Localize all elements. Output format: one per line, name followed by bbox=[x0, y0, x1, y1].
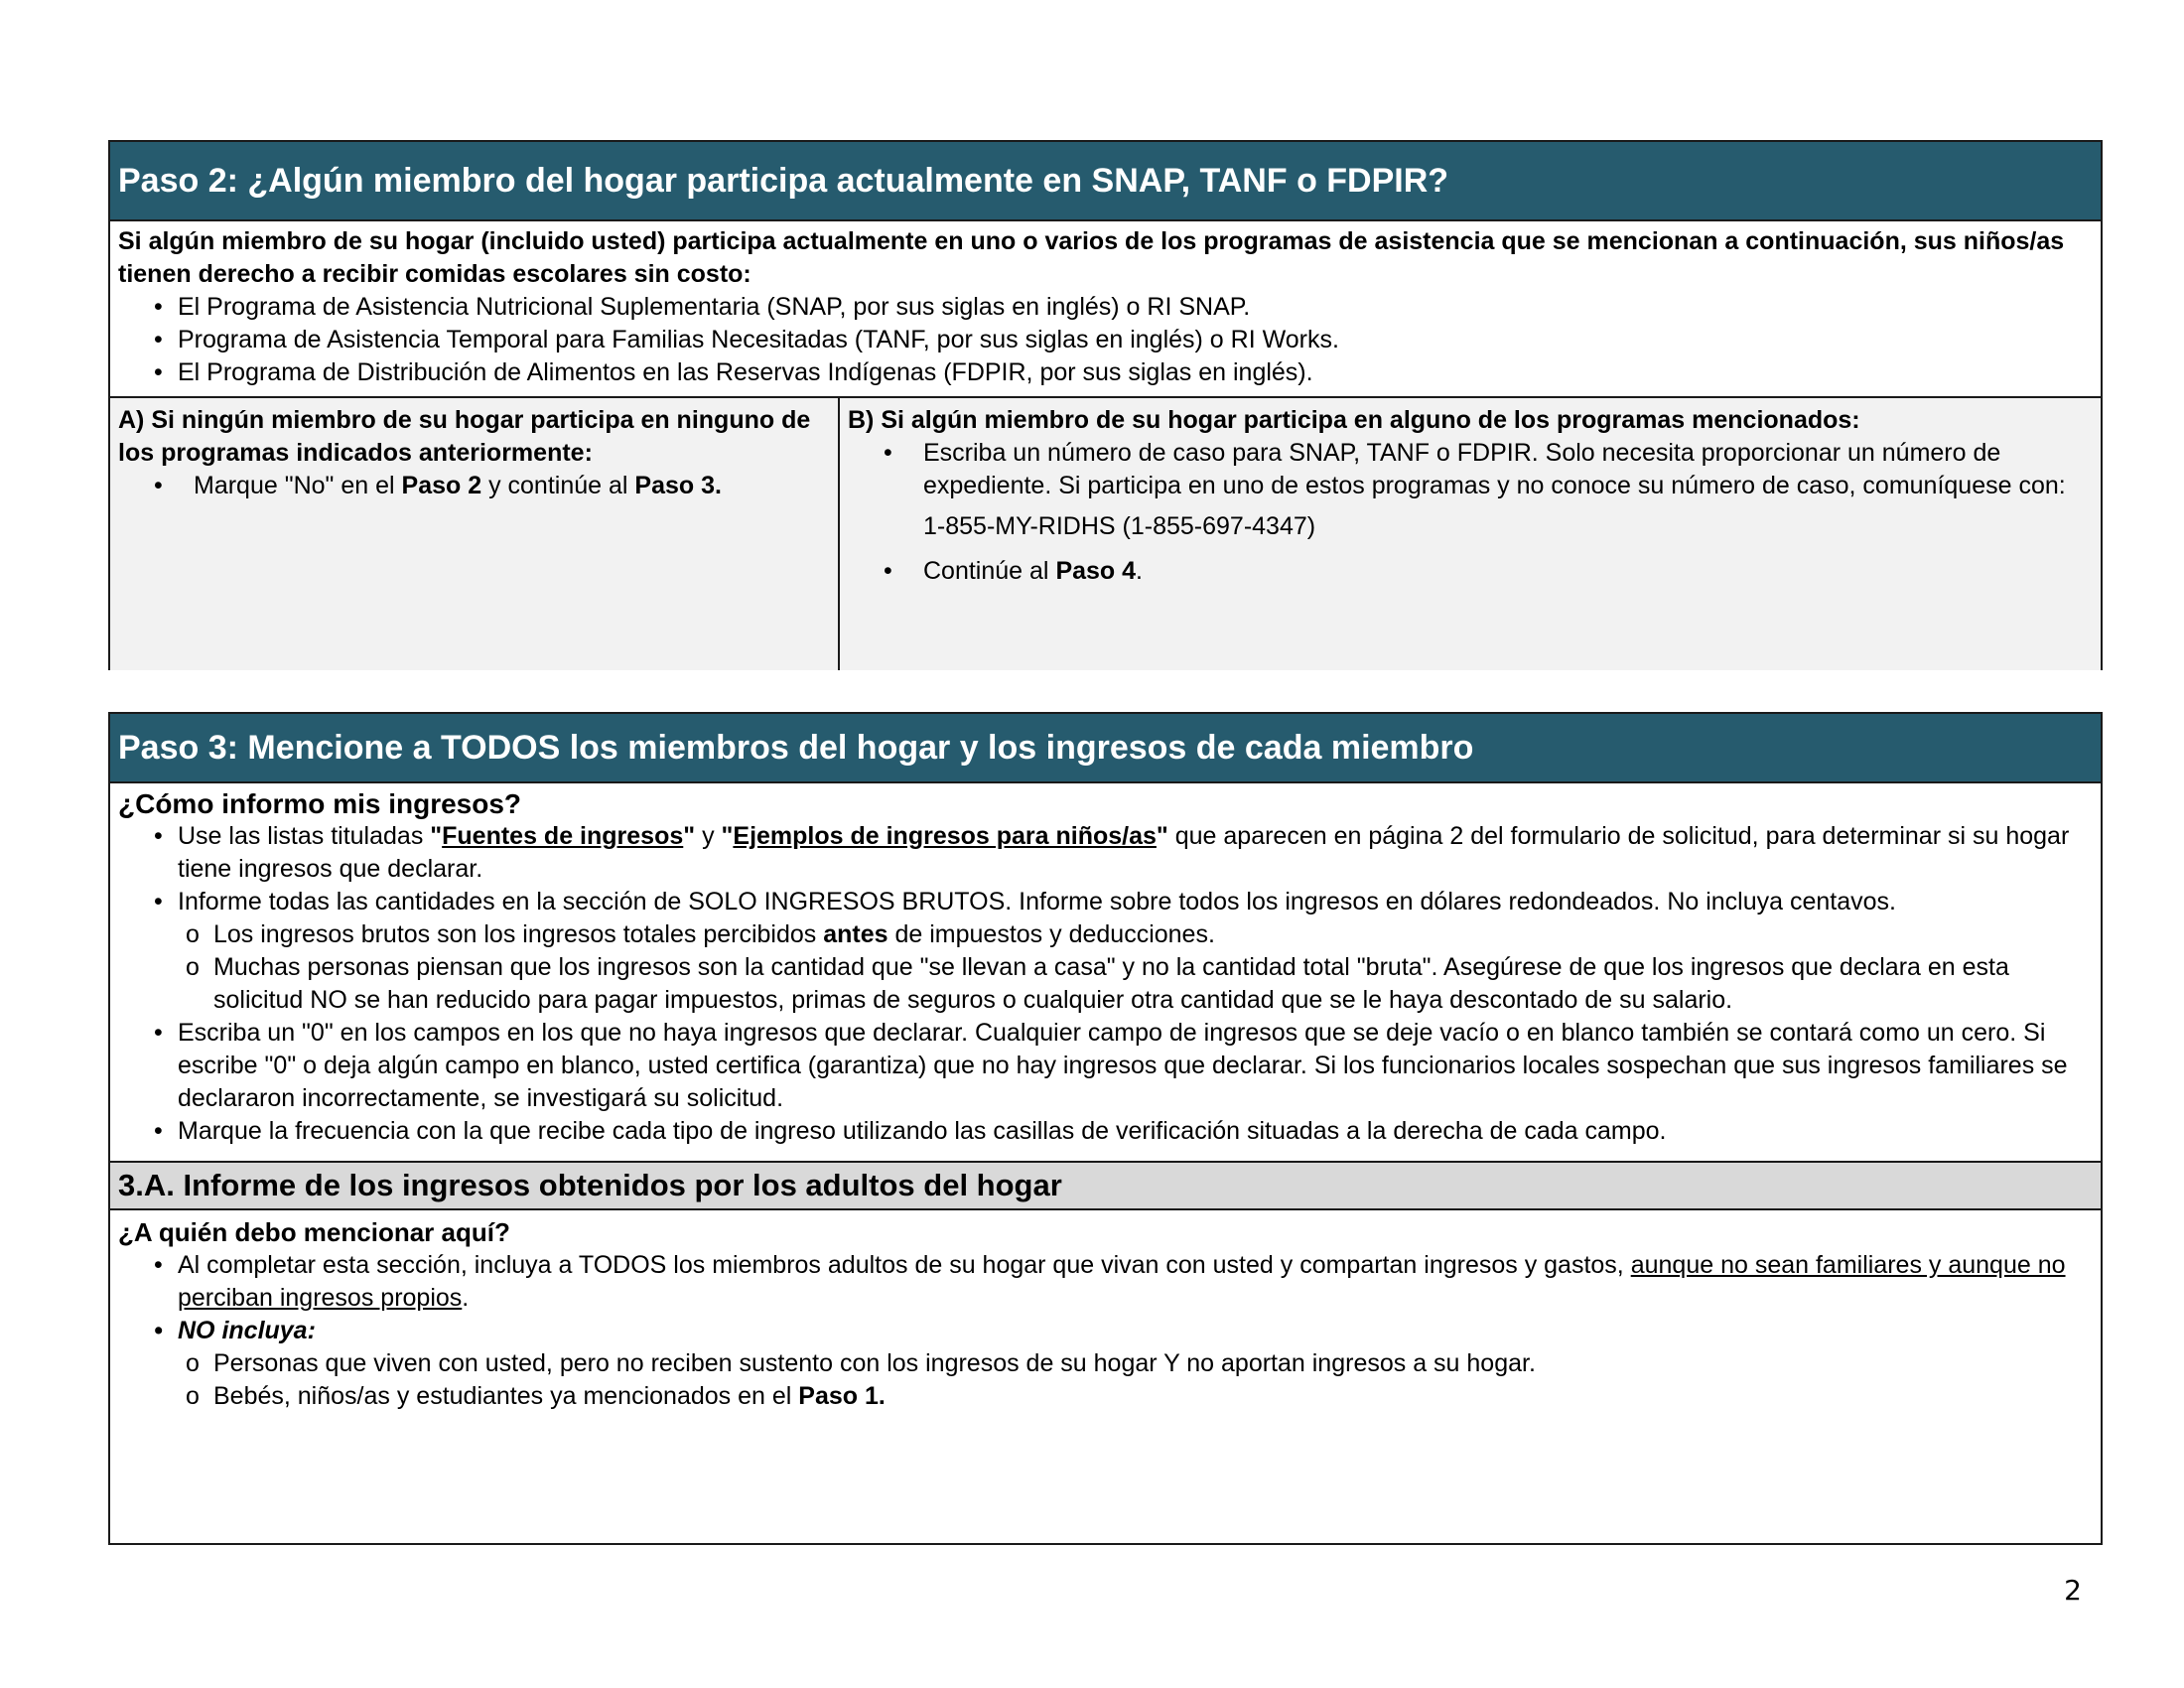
who-include bbox=[118, 1249, 2093, 1315]
exclude-non-supported: o Personas que viven con usted, pero no reciben sustento con los ingresos de su hogar Y no aportan ingresos a su hogar. bbox=[118, 1347, 2093, 1380]
section-3a-title bbox=[110, 1161, 2101, 1210]
paso3-title bbox=[110, 714, 2101, 783]
option-a-text-mid: y continúe al bbox=[481, 472, 635, 499]
option-b-continue bbox=[848, 555, 2093, 588]
paso2-intro: Si algún miembro de su hogar (incluido usted) participa actualmente en uno o varios de los programas de asistencia que se mencionan a continuación, sus niños/as tienen derecho a recibir comidas escolares sin costo: bbox=[118, 227, 2065, 288]
exclude-already-listed bbox=[118, 1380, 2093, 1413]
who-exclude: • NO incluya: bbox=[118, 1315, 2093, 1347]
ws2-pre: Bebés, niños/as y estudiantes ya mencionados en el bbox=[213, 1382, 799, 1410]
b1-quote: " bbox=[430, 822, 443, 850]
program-snap: • El Programa de Asistencia Nutricional Suplementaria (SNAP, por sus siglas en inglés) o RI SNAP. bbox=[118, 291, 2093, 324]
income-question: ¿Cómo informo mis ingresos? bbox=[118, 788, 522, 819]
paso3-income-instructions bbox=[110, 783, 2101, 1161]
option-b-heading: B) Si algún miembro de su hogar participa en alguno de los programas mencionados: bbox=[848, 406, 1860, 434]
paso2-options bbox=[110, 396, 2101, 670]
b1-and: y bbox=[695, 822, 722, 850]
paso2-title bbox=[110, 142, 2101, 221]
option-b bbox=[840, 398, 2101, 670]
section-3a-body bbox=[110, 1210, 2101, 1419]
income-sub-take-home: o Muchas personas piensan que los ingresos son la cantidad que "se llevan a casa" y no la cantidad total "bruta". Asegúrese de que los ingresos que declara en esta solicitud NO se han reducido para pagar impuestos, primas de seguros o cualquier otra cantidad que se le haya descontado de su salario. bbox=[118, 951, 2093, 1017]
b1-pre: Use las listas tituladas bbox=[178, 822, 431, 850]
paso2-intro-block bbox=[110, 221, 2101, 396]
income-bullet-zero: • Escriba un "0" en los campos en los que no haya ingresos que declarar. Cualquier campo de ingresos que se deje vacío o en blanco también se contará como un cero. Si escribe "0" o deja algún campo en blanco, usted certifica (garantiza) que no hay ingresos que declarar. Si los funcionarios locales sospechan que sus ingresos familiares se declararon incorrectamente, se investigará su solicitud. bbox=[118, 1017, 2093, 1115]
income-bullet-frequency: • Marque la frecuencia con la que recibe cada tipo de ingreso utilizando las casillas de verificación situadas a la derecha de cada campo. bbox=[118, 1115, 2093, 1148]
income-sub-gross-def bbox=[118, 918, 2093, 951]
income-bullet-gross: • Informe todas las cantidades en la sección de SOLO INGRESOS BRUTOS. Informe sobre todos los ingresos en dólares redondeados. No incluya centavos. bbox=[118, 886, 2093, 918]
s1-pre: Los ingresos brutos son los ingresos totales percibidos bbox=[213, 920, 824, 948]
page-number: 2 bbox=[2064, 1574, 2082, 1607]
b1-quote: " bbox=[721, 822, 734, 850]
ejemplos-ingresos-ref: Ejemplos de ingresos para niños/as bbox=[733, 822, 1157, 850]
paso2-title-text: Paso 2: ¿Algún miembro del hogar participa actualmente en SNAP, TANF o FDPIR? bbox=[118, 161, 1449, 200]
s1-antes: antes bbox=[823, 920, 888, 948]
option-b-period: . bbox=[1136, 557, 1143, 585]
w1-pre: Al completar esta sección, incluya a TODOS los miembros adultos de su hogar que vivan con usted y compartan ingresos y gastos, bbox=[178, 1251, 1631, 1279]
fuentes-de-ingresos-ref: Fuentes de ingresos bbox=[442, 822, 684, 850]
w1-post: . bbox=[462, 1284, 470, 1312]
s1-post: de impuestos y deducciones. bbox=[887, 920, 1215, 948]
b1-quote: " bbox=[683, 822, 696, 850]
option-b-phone: 1-855-MY-RIDHS (1-855-697-4347) bbox=[923, 512, 1316, 540]
who-question: ¿A quién debo mencionar aquí? bbox=[118, 1217, 510, 1247]
option-b-continue-text: Continúe al bbox=[923, 557, 1056, 585]
program-fdpir: • El Programa de Distribución de Alimentos en las Reservas Indígenas (FDPIR, por sus siglas en inglés). bbox=[118, 356, 2093, 389]
paso3-section bbox=[108, 712, 2103, 1545]
option-b-paso4: Paso 4 bbox=[1055, 557, 1137, 585]
program-tanf: • Programa de Asistencia Temporal para Familias Necesitadas (TANF, por sus siglas en inglés) o RI Works. bbox=[118, 324, 2093, 356]
option-a-heading: A) Si ningún miembro de su hogar participa en ninguno de los programas indicados anteriormente: bbox=[118, 406, 811, 467]
option-a-bullet bbox=[118, 470, 830, 502]
income-bullet-lists bbox=[118, 820, 2093, 886]
section-3a-title-text: 3.A. Informe de los ingresos obtenidos por los adultos del hogar bbox=[118, 1168, 1062, 1202]
paso3-title-text: Paso 3: Mencione a TODOS los miembros del hogar y los ingresos de cada miembro bbox=[118, 728, 1474, 767]
w1-underlined: aunque no sean familiares y aunque no perciban ingresos propios bbox=[178, 1251, 2066, 1312]
ws2-paso1: Paso 1. bbox=[798, 1382, 886, 1410]
option-a-text: Marque "No" en el bbox=[194, 472, 402, 499]
option-b-case-number: • Escriba un número de caso para SNAP, TANF o FDPIR. Solo necesita proporcionar un número de expediente. Si participa en uno de estos programas y no conoce su número de caso, comuníquese con: bbox=[848, 437, 2093, 502]
option-a-paso3: Paso 3. bbox=[634, 472, 722, 499]
b1-post: que aparecen en página 2 del formulario de solicitud, para determinar si su hogar tiene ingresos que declarar. bbox=[178, 822, 2070, 883]
b1-quote: " bbox=[1156, 822, 1168, 850]
option-a bbox=[110, 398, 840, 670]
option-a-paso2: Paso 2 bbox=[401, 472, 482, 499]
paso2-section bbox=[108, 140, 2103, 670]
program-list bbox=[118, 291, 2093, 389]
